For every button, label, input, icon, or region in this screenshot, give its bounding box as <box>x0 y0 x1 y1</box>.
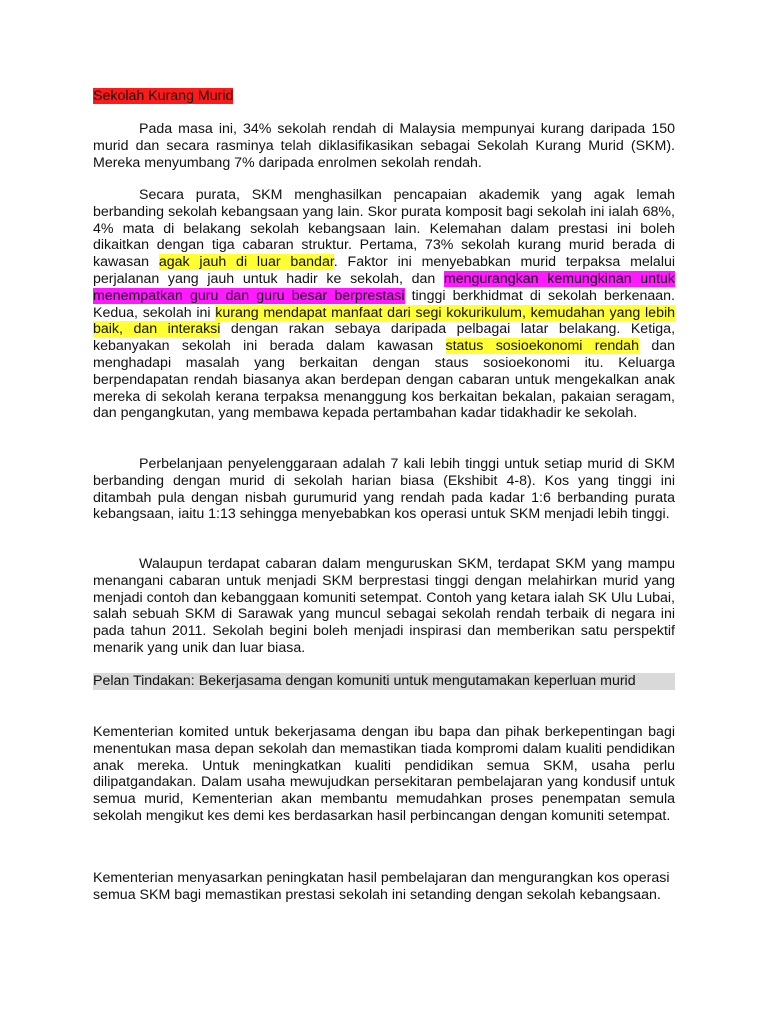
paragraph-2-text: . Faktor ini menyebabkan murid terpaksa melalui perjalanan yang jauh untuk hadir ke sekolah, dan <box>93 254 676 287</box>
paragraph-2-text: Secara purata, SKM menghasilkan pencapaian akademik yang agak lemah berbanding sekolah kebangsaan yang lain. Skor purata komposit bagi sekolah ini ialah 68%, 4% mata di belakang sekolah kebangsaan lain. Kelemahan dalam prestasi ini boleh dikaitkan dengan tiga cabaran struktur. Pertama, 73% sekolah kurang murid berada di kawasan <box>93 187 675 271</box>
highlight-rural: agak jauh di luar bandar <box>158 254 334 271</box>
action-plan-heading: Pelan Tindakan: Bekerjasama dengan komuniti untuk mengutamakan keperluan murid <box>93 673 675 690</box>
paragraph-2 <box>93 187 675 422</box>
highlight-teachers: mengurangkan kemungkinan untuk menempatkan guru dan guru besar berprestasi <box>93 270 675 304</box>
paragraph-3: Perbelanjaan penyelenggaraan adalah 7 kali lebih tinggi untuk setiap murid di SKM berbanding dengan murid di sekolah harian biasa (Ekshibit 4-8). Kos yang tinggi ini ditambah pula dengan nisbah gurumurid yang rendah pada kadar 1:6 berbanding purata kebangsaan, iaitu 1:13 sehingga menyebabkan kos operasi untuk SKM menjadi lebih tinggi. <box>93 456 675 523</box>
paragraph-6: Kementerian menyasarkan peningkatan hasil pembelajaran dan mengurangkan kos operasi semua SKM bagi memastikan prestasi sekolah ini setanding dengan sekolah kebangsaan. <box>93 870 670 903</box>
title-text: Sekolah Kurang Murid <box>93 88 234 104</box>
highlight-cocurriculum: kurang mendapat manfaat dari segi kokurikulum, kemudahan yang lebih baik, dan interaksi <box>93 304 676 338</box>
paragraph-2-text: dan menghadapi masalah yang berkaitan dengan staus sosioekonomi itu. Keluarga berpendapatan rendah biasanya akan berdepan dengan cabaran untuk mengekalkan anak mereka di sekolah kerana terpaksa menanggung kos berkaitan bekalan, pakaian seragam, dan pengangkutan, yang membawa kepada pertambahan kadar tidakhadir ke sekolah. <box>93 338 675 422</box>
paragraph-2-text: tinggi berkhidmat di sekolah berkenaan. Kedua, sekolah ini <box>93 287 675 321</box>
section-title <box>93 88 675 105</box>
highlight-socioeconomic: status sosioekonomi rendah <box>445 338 639 355</box>
paragraph-2-text: dengan rakan sebaya daripada pelbagai latar belakang. Ketiga, kebanyakan sekolah ini berada dalam kawasan <box>93 321 676 355</box>
paragraph-5: Kementerian komited untuk bekerjasama dengan ibu bapa dan pihak berkepentingan bagi menentukan masa depan sekolah dan memastikan tiada kompromi dalam kualiti pendidikan anak mereka. Untuk meningkatkan kualiti pendidikan semua SKM, usaha perlu dilipatgandakan. Dalam usaha mewujudkan persekitaran pembelajaran yang kondusif untuk semua murid, Kementerian akan membantu memudahkan proses penempatan semula sekolah mengikut kes demi kes berdasarkan hasil perbincangan dengan komuniti setempat. <box>93 724 675 824</box>
paragraph-1: Pada masa ini, 34% sekolah rendah di Malaysia mempunyai kurang daripada 150 murid dan secara rasminya telah diklasifikasikan sebagai Sekolah Kurang Murid (SKM). Mereka menyumbang 7% daripada enrolmen sekolah rendah. <box>93 121 675 171</box>
paragraph-4: Walaupun terdapat cabaran dalam menguruskan SKM, terdapat SKM yang mampu menangani cabaran untuk menjadi SKM berprestasi tinggi dengan melahirkan murid yang menjadi contoh dan kebanggaan komuniti setempat. Contoh yang ketara ialah SK Ulu Lubai, salah sebuah SKM di Sarawak yang muncul sebagai sekolah rendah terbaik di negara ini pada tahun 2011. Sekolah begini boleh menjadi inspirasi dan memberikan satu perspektif menarik yang unik dan luar biasa. <box>93 556 675 656</box>
